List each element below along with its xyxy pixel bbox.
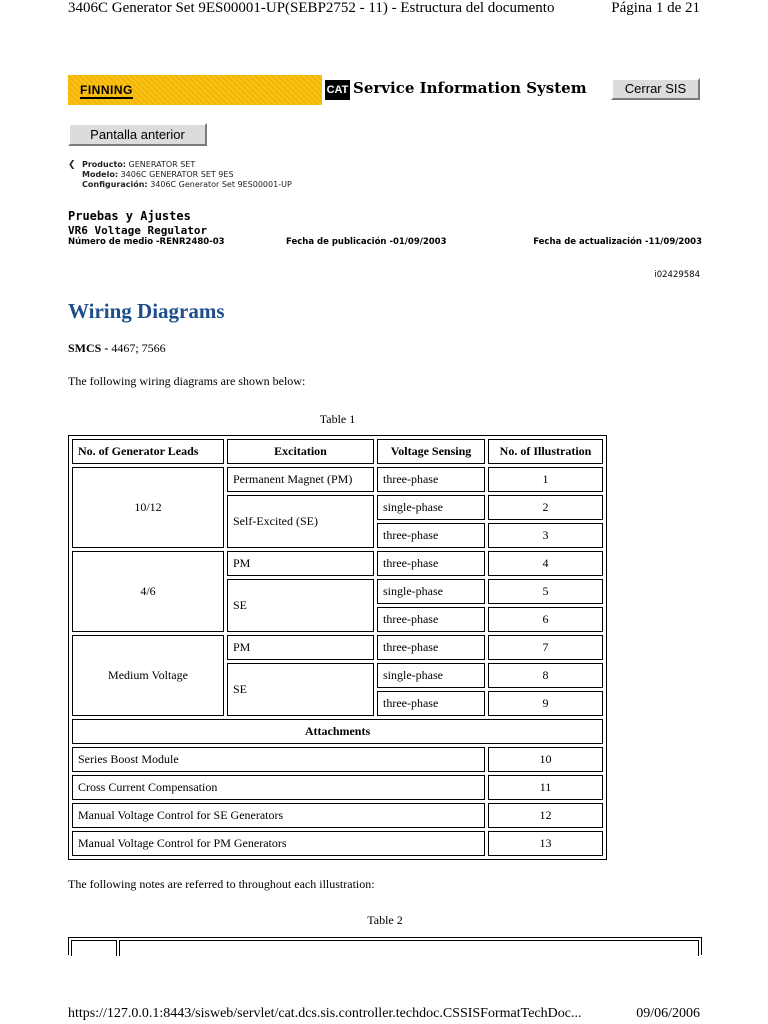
publish-date: Fecha de publicación -01/09/2003	[286, 237, 447, 247]
col-header-leads: No. of Generator Leads	[72, 439, 224, 464]
sensing-cell: single-phase	[377, 579, 485, 604]
model-label: Modelo:	[82, 170, 119, 179]
print-header-page: Página 1 de 21	[611, 0, 700, 16]
cat-logo: CAT	[325, 80, 350, 100]
excitation-cell: SE	[227, 579, 374, 632]
attachments-title: Attachments	[72, 719, 603, 744]
intro-text: The following wiring diagrams are shown below:	[68, 374, 306, 388]
close-sis-button[interactable]: Cerrar SIS	[611, 78, 700, 100]
illustration-cell: 1	[488, 467, 603, 492]
excitation-cell: Self-Excited (SE)	[227, 495, 374, 548]
finning-logo-strip	[68, 75, 322, 105]
finning-logo: FINNING	[80, 83, 133, 97]
leads-cell: 10/12	[72, 467, 224, 548]
config-value: 3406C Generator Set 9ES00001-UP	[150, 180, 292, 189]
media-number: Número de medio -RENR2480-03	[68, 237, 225, 247]
smcs-value: 4467; 7566	[108, 341, 166, 355]
smcs-line	[68, 341, 166, 356]
leads-cell: Medium Voltage	[72, 635, 224, 716]
sis-banner	[68, 75, 702, 105]
notes-intro-text: The following notes are referred to throughout each illustration:	[68, 877, 375, 891]
table-row	[72, 551, 603, 576]
table-row	[72, 467, 603, 492]
sis-title: Service Information System	[353, 79, 587, 97]
section-title: Pruebas y Ajustes	[68, 209, 191, 223]
illustration-cell: 6	[488, 607, 603, 632]
col-header-sensing: Voltage Sensing	[377, 439, 485, 464]
wiring-table	[68, 435, 607, 860]
sensing-cell: three-phase	[377, 607, 485, 632]
section-subtitle: VR6 Voltage Regulator	[68, 224, 208, 237]
leads-cell: 4/6	[72, 551, 224, 632]
illustration-cell: 7	[488, 635, 603, 660]
attachment-name-cell: Series Boost Module	[72, 747, 485, 772]
back-button[interactable]: Pantalla anterior	[68, 123, 207, 146]
excitation-cell: SE	[227, 663, 374, 716]
attachment-name-cell: Manual Voltage Control for SE Generators	[72, 803, 485, 828]
smcs-label: SMCS -	[68, 341, 109, 355]
col-header-excitation: Excitation	[227, 439, 374, 464]
illustration-cell: 9	[488, 691, 603, 716]
illustration-cell: 4	[488, 551, 603, 576]
illustration-cell: 12	[488, 803, 603, 828]
print-header	[68, 0, 700, 22]
illustration-cell: 2	[488, 495, 603, 520]
model-value: 3406C GENERATOR SET 9ES	[120, 170, 234, 179]
update-date: Fecha de actualización -11/09/2003	[533, 237, 702, 247]
chevron-left-icon[interactable]: ❮	[68, 160, 76, 170]
notes-table-cell	[119, 940, 699, 956]
attachment-name-cell: Manual Voltage Control for PM Generators	[72, 831, 485, 856]
sensing-cell: three-phase	[377, 551, 485, 576]
table-row	[72, 747, 603, 772]
table2-caption: Table 2	[367, 913, 403, 927]
table-row	[72, 635, 603, 660]
attachments-header-row	[72, 719, 603, 744]
config-label: Configuración:	[82, 180, 148, 189]
product-label: Producto:	[82, 160, 126, 169]
illustration-cell: 8	[488, 663, 603, 688]
illustration-cell: 10	[488, 747, 603, 772]
excitation-cell: PM	[227, 551, 374, 576]
excitation-cell: Permanent Magnet (PM)	[227, 467, 374, 492]
sensing-cell: three-phase	[377, 691, 485, 716]
illustration-cell: 11	[488, 775, 603, 800]
table-header-row	[72, 439, 603, 464]
illustration-cell: 3	[488, 523, 603, 548]
doc-meta-row	[68, 237, 702, 249]
product-info	[68, 160, 292, 190]
sensing-cell: three-phase	[377, 523, 485, 548]
print-footer-date: 09/06/2006	[636, 1006, 700, 1021]
col-header-illustration: No. of Illustration	[488, 439, 603, 464]
sensing-cell: three-phase	[377, 635, 485, 660]
sensing-cell: single-phase	[377, 663, 485, 688]
illustration-cell: 13	[488, 831, 603, 856]
page-title: Wiring Diagrams	[68, 299, 225, 323]
print-header-title: 3406C Generator Set 9ES00001-UP(SEBP2752 - 11) - Estructura del documento	[68, 0, 555, 16]
sensing-cell: single-phase	[377, 495, 485, 520]
attachment-name-cell: Cross Current Compensation	[72, 775, 485, 800]
notes-table-cell	[71, 940, 117, 956]
table-row	[72, 831, 603, 856]
doc-id: i02429584	[654, 270, 700, 280]
illustration-cell: 5	[488, 579, 603, 604]
excitation-cell: PM	[227, 635, 374, 660]
table-row	[72, 803, 603, 828]
table-row	[72, 775, 603, 800]
table1-caption: Table 1	[319, 412, 356, 426]
print-footer-url: https://127.0.0.1:8443/sisweb/servlet/cat.dcs.sis.controller.techdoc.CSSISFormatTechDoc...	[68, 1006, 582, 1021]
sensing-cell: three-phase	[377, 467, 485, 492]
notes-table	[68, 937, 702, 955]
product-value: GENERATOR SET	[128, 160, 196, 169]
